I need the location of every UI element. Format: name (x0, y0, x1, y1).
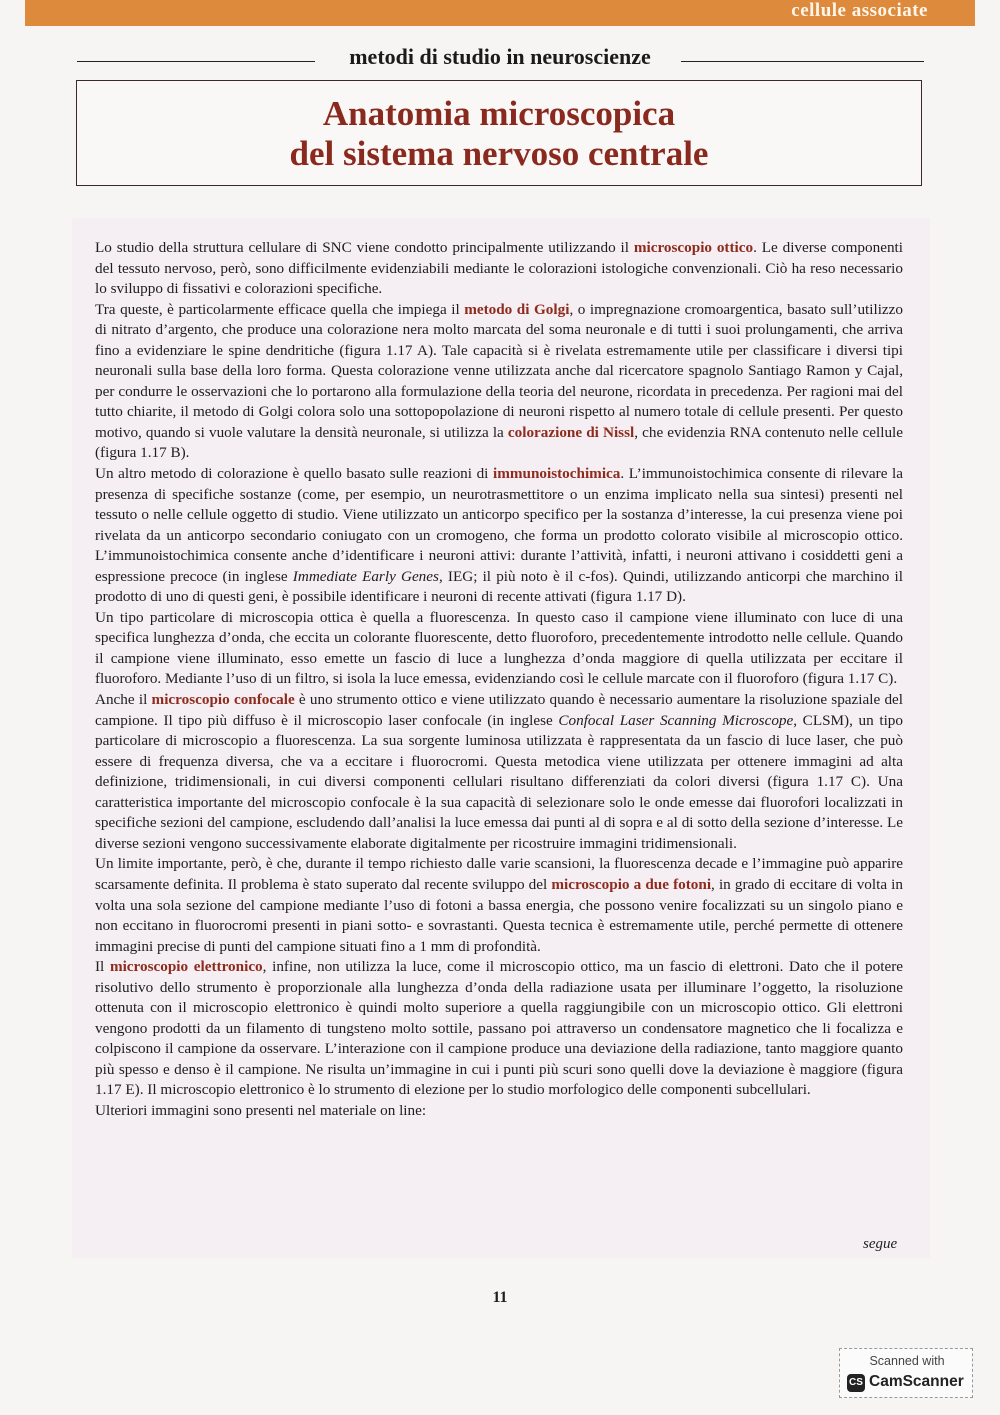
keyword: metodo di Golgi (464, 300, 570, 318)
paragraph (95, 238, 903, 300)
text-run: , infine, non utilizza la luce, come il microscopio ottico, ma un fascio di elettroni. Dato che il potere risolutivo dello strumento è proporzionale alla lunghezza d’onda della radiazione usata per illuminare l’oggetto, la risoluzione ottenuta con il microscopio elettronico è quindi molto superiore a quella raggiungibile con un microscopio ottico. Gli elettroni vengono prodotti da un filamento di tungsteno molto sottile, passano poi attraverso un condensatore magnetico che li focalizza e colpiscono il campione da osservare. L’interazione con il campione produce una deviazione della radiazione, tanto maggiore quanto più spesso e denso è il campione. Ne risulta un’immagine in cui i punti più scuri sono quelli dove la deviazione è maggiore (figura 1.17 E). Il microscopio elettronico è lo strumento di elezione per lo studio morfologico delle componenti subcellulari. (95, 958, 903, 1099)
title-box (76, 80, 922, 186)
text-run: , o impregnazione cromoargentica, basato sull’utilizzo di nitrato d’argento, che produce una colorazione nera molto marcata del soma neuronale e di tutti i suoi prolungamenti, che arriva fino a evidenziare le spine dendritiche (figura 1.17 A). Tale capacità si è rivelata estremamente utile per classificare i diversi tipi neuronali sulla base della loro forma. Questa colorazione venne utilizzata anche dal ricercatore spagnolo Santiago Ramon y Cajal, per condurre le osservazioni che lo portarono alla formulazione della teoria del neurone, ricordata in precedenza. Per ragioni mai del tutto chiarite, il metodo di Golgi colora solo una sottopopolazione di neuroni rispetto al numero totale di cellule presenti. Per questo motivo, quando si vuole valutare la densità neuronale, si utilizza la (95, 300, 904, 441)
text-run: , IEG; il più noto è il c-fos). Quindi, utilizzando anticorpi che marchino il prodotto di uno di questi geni, è possibile identificare i neuroni di recente attivati (figura 1.17 D). (95, 567, 903, 606)
text-run: , che evidenzia RNA contenuto nelle cellule (figura 1.17 B). (95, 423, 903, 462)
scanner-watermark (839, 1348, 973, 1398)
main-title-line-1: Anatomia microscopica (322, 94, 676, 133)
italic-term: Immediate Early Genes (292, 567, 439, 585)
text-run: Un limite importante, però, è che, durante il tempo richiesto dalle varie scansioni, la fluorescenza decade e l’immagine può apparire scarsamente definita. Il problema è stato superato dal recente sviluppo del (95, 855, 903, 893)
main-title-line-2: del sistema nervoso centrale (289, 134, 709, 173)
text-run: Anche il (95, 691, 152, 709)
continue-label: segue (863, 1236, 898, 1252)
chapter-header: cellule associate (791, 0, 928, 21)
italic-term: Confocal Laser Scanning Microscope (558, 711, 794, 729)
paragraph (95, 300, 903, 464)
text-run: . L’immunoistochimica consente di rilevare la presenza di specifiche sostanze (come, per esempio, un neurotrasmettitore o un enzima implicato nella sua sintesi) presenti nel tessuto o nelle cellule oggetto di studio. Viene utilizzato un anticorpo specifico per la sostanza d’interesse, la cui presenza viene poi rivelata da un anticorpo secondario coniugato con un cromogeno, che forma un prodotto colorato visibile al microscopio ottico. L’immunoistochimica consente anche d’identificare i neuroni attivi: durante l’attività, infatti, i neuroni attivano i cosiddetti geni a espressione precoce (in inglese (95, 465, 903, 585)
body-text (95, 238, 903, 1122)
text-run: , in grado di eccitare di volta in volta una sola sezione del campione mediante l’uso di fotoni a bassa energia, che possono venire focalizzati su un singolo piano e non eccitano in fluorocromi presenti in piani sotto- e sovrastanti. Questa tecnica è estremamente utile, perché permette di ottenere immagini precise di punti del campione situati fino a 1 mm di profondità. (95, 875, 903, 955)
text-run: Un altro metodo di colorazione è quello basato sulle reazioni di (95, 465, 493, 483)
paragraph (95, 854, 903, 957)
scanner-brand: CamScanner (869, 1373, 964, 1390)
text-run: Un tipo particolare di microscopia ottica è quella a fluorescenza. In questo caso il campione viene illuminato con luce di una specifica lunghezza d’onda, che eccita un colorante fluorescente, detto fluoroforo, precedentemente introdotto nelle cellule. Quando il campione viene illuminato, esso emette un fascio di luce a lunghezza d’onda maggiore di quella utilizzata per eccitare il fluoroforo. Mediante l’uso di un filtro, si isola la luce emessa, evidenziando così le cellule marcate con il fluoroforo (figura 1.17 C). (95, 608, 903, 688)
keyword: microscopio ottico (633, 239, 754, 256)
text-run: Tra queste, è particolarmente efficace quella che impiega il (95, 300, 465, 318)
scanner-caption: Scanned with (869, 1354, 945, 1368)
keyword: colorazione di Nissl (507, 423, 635, 441)
keyword: microscopio elettronico (109, 958, 263, 976)
keyword: immunoistochimica (492, 465, 621, 483)
page-number: 11 (492, 1289, 508, 1306)
paragraph (95, 690, 903, 854)
paragraph (95, 1101, 903, 1122)
paragraph (95, 957, 903, 1101)
camscanner-logo-icon: CS (847, 1374, 865, 1392)
text-run: Lo studio della struttura cellulare di SNC viene condotto principalmente utilizzando il (95, 239, 634, 256)
main-title (77, 94, 921, 174)
text-run: Ulteriori immagini sono presenti nel materiale on line: (95, 1101, 427, 1119)
text-run: , CLSM), un tipo particolare di microscopio a fluorescenza. La sua sorgente luminosa utilizzata è rappresentata da un fascio di luce laser, che può essere di frequenza diversa, che va a eccitare i fluorocromi. Questa metodica viene utilizzata per ottenere immagini ad alta definizione, tridimensionali, in cui diversi componenti cellulari risultano differenziati da colori diversi (figura 1.17 C). Una caratteristica importante del microscopio confocale è la sua capacità di selezionare solo le onde emesse dai fluorofori localizzati in specifiche sezioni del campione, escludendo dall’analisi la luce emessa dai punti al di sopra e al di sotto della sezione d’interesse. Le diverse sezioni vengono successivamente elaborate digitalmente per ricostruire immagini tridimensionali. (95, 711, 903, 852)
text-run: . Le diverse componenti del tessuto nervoso, però, sono difficilmente evidenziabili mediante le colorazioni istologiche convenzionali. Ciò ha reso necessario lo sviluppo di fissativi e colorazioni specifiche. (95, 239, 903, 298)
paragraph (95, 608, 903, 690)
keyword: microscopio confocale (151, 691, 295, 709)
section-title: metodi di studio in neuroscienze (349, 44, 651, 69)
text-run: è uno strumento ottico e viene utilizzato quando è necessario aumentare la risoluzione spaziale del campione. Il tipo più diffuso è il microscopio laser confocale (in inglese (95, 691, 904, 729)
paragraph (95, 464, 903, 608)
text-run: Il (95, 958, 110, 976)
keyword: microscopio a due fotoni (551, 875, 712, 893)
